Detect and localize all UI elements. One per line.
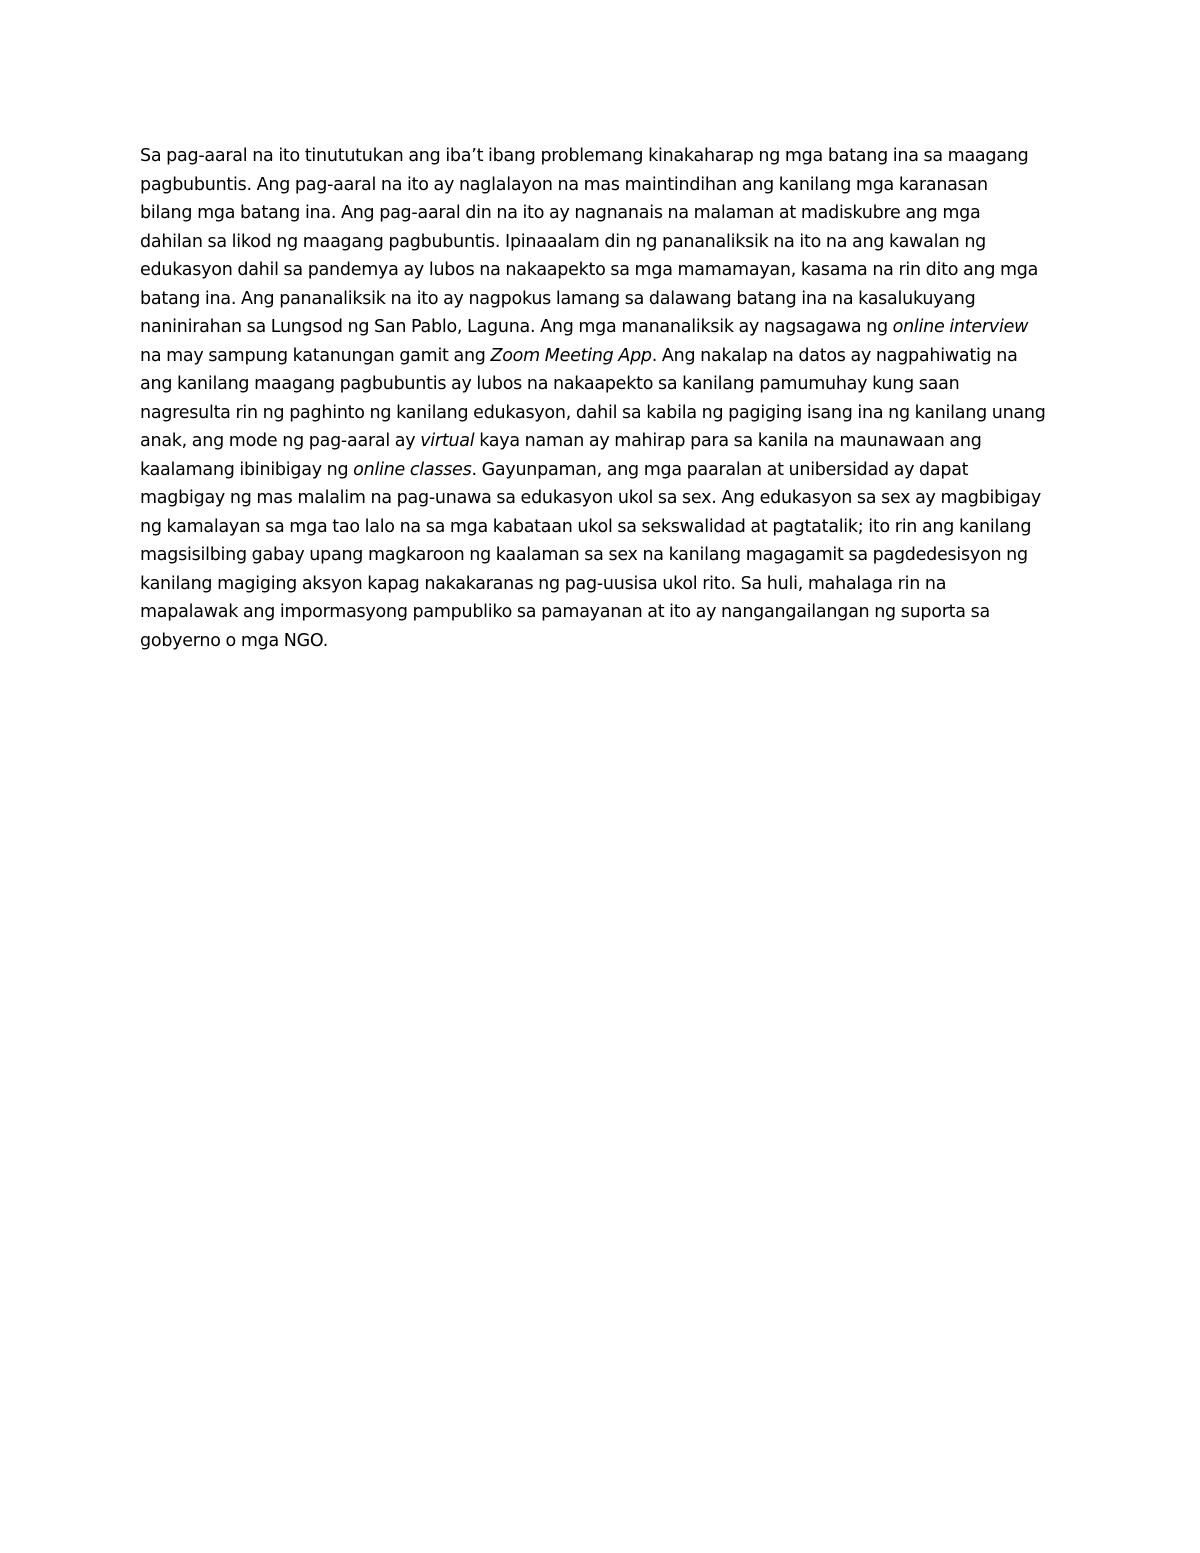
paragraph-line <box>140 228 1070 257</box>
text-segment: nagresulta rin ng paghinto ng kanilang edukasyon, dahil sa kabila ng pagiging isang ina ng kanilang unang <box>140 402 1046 423</box>
paragraph-line <box>140 598 1070 627</box>
text-segment: edukasyon dahil sa pandemya ay lubos na nakaapekto sa mga mamamayan, kasama na rin dito ang mga <box>140 260 1039 280</box>
paragraph-line <box>140 427 1070 456</box>
text-segment: na may sampung katanungan gamit ang <box>140 345 491 366</box>
paragraph-line <box>140 171 1070 200</box>
text-segment: . Ang nakalap na datos ay nagpahiwatig na <box>651 345 1018 366</box>
paragraph-line <box>140 627 1070 656</box>
paragraph-line <box>140 342 1070 371</box>
paragraph-line <box>140 456 1070 485</box>
text-segment: dahilan sa likod ng maagang pagbubuntis. Ipinaaalam din ng pananaliksik na ito na ang kawalan ng <box>140 231 987 252</box>
text-segment: bilang mga batang ina. Ang pag-aaral din na ito ay nagnanais na malaman at madiskubre ang mga <box>140 203 981 223</box>
text-segment: naninirahan sa Lungsod ng San Pablo, Laguna. Ang mga mananaliksik ay nagsagawa ng <box>140 317 893 337</box>
text-segment: magsisilbing gabay upang magkaroon ng kaalaman sa sex na kanilang magagamit sa pagdedesisyon ng <box>140 545 1028 565</box>
abstract-paragraph <box>140 142 1070 655</box>
paragraph-line <box>140 370 1070 399</box>
text-segment: Sa pag-aaral na ito tinututukan ang iba’t ibang problemang kinakaharap ng mga batang ina sa maagang <box>140 146 1029 166</box>
text-segment: kanilang magiging aksyon kapag nakakaranas ng pag-uusisa ukol rito. Sa huli, mahalaga rin na <box>140 573 947 594</box>
text-segment: magbigay ng mas malalim na pag-unawa sa edukasyon ukol sa sex. Ang edukasyon sa sex ay magbibigay <box>140 488 1041 508</box>
text-segment: batang ina. Ang pananaliksik na ito ay nagpokus lamang sa dalawang batang ina na kasalukuyang <box>140 288 976 309</box>
text-segment: anak, ang mode ng pag-aaral ay <box>140 431 421 451</box>
paragraph-line <box>140 285 1070 314</box>
text-segment: ang kanilang maagang pagbubuntis ay lubos na nakaapekto sa kanilang pamumuhay kung saan <box>140 374 960 394</box>
paragraph-line <box>140 484 1070 513</box>
italic-text: online classes <box>353 459 472 480</box>
italic-text: virtual <box>420 431 475 451</box>
text-segment: . Gayunpaman, ang mga paaralan at unibersidad ay dapat <box>471 459 969 480</box>
paragraph-line <box>140 541 1070 570</box>
text-segment: ng kamalayan sa mga tao lalo na sa mga kabataan ukol sa sekswalidad at pagtatalik; ito rin ang kanilang <box>140 516 1032 537</box>
paragraph-line <box>140 142 1070 171</box>
text-segment: gobyerno o mga NGO. <box>140 630 329 651</box>
paragraph-line <box>140 256 1070 285</box>
text-segment: pagbubuntis. Ang pag-aaral na ito ay naglalayon na mas maintindihan ang kanilang mga karanasan <box>140 174 988 195</box>
paragraph-line <box>140 399 1070 428</box>
paragraph-line <box>140 199 1070 228</box>
italic-text: online interview <box>892 317 1029 337</box>
text-segment: kaalamang ibinibigay ng <box>140 459 354 480</box>
italic-text: Zoom Meeting App <box>490 345 652 366</box>
text-segment: kaya naman ay mahirap para sa kanila na maunawaan ang <box>474 431 982 451</box>
paragraph-line <box>140 513 1070 542</box>
paragraph-line <box>140 570 1070 599</box>
text-segment: mapalawak ang impormasyong pampubliko sa pamayanan at ito ay nangangailangan ng suporta sa <box>140 602 990 622</box>
paragraph-line <box>140 313 1070 342</box>
